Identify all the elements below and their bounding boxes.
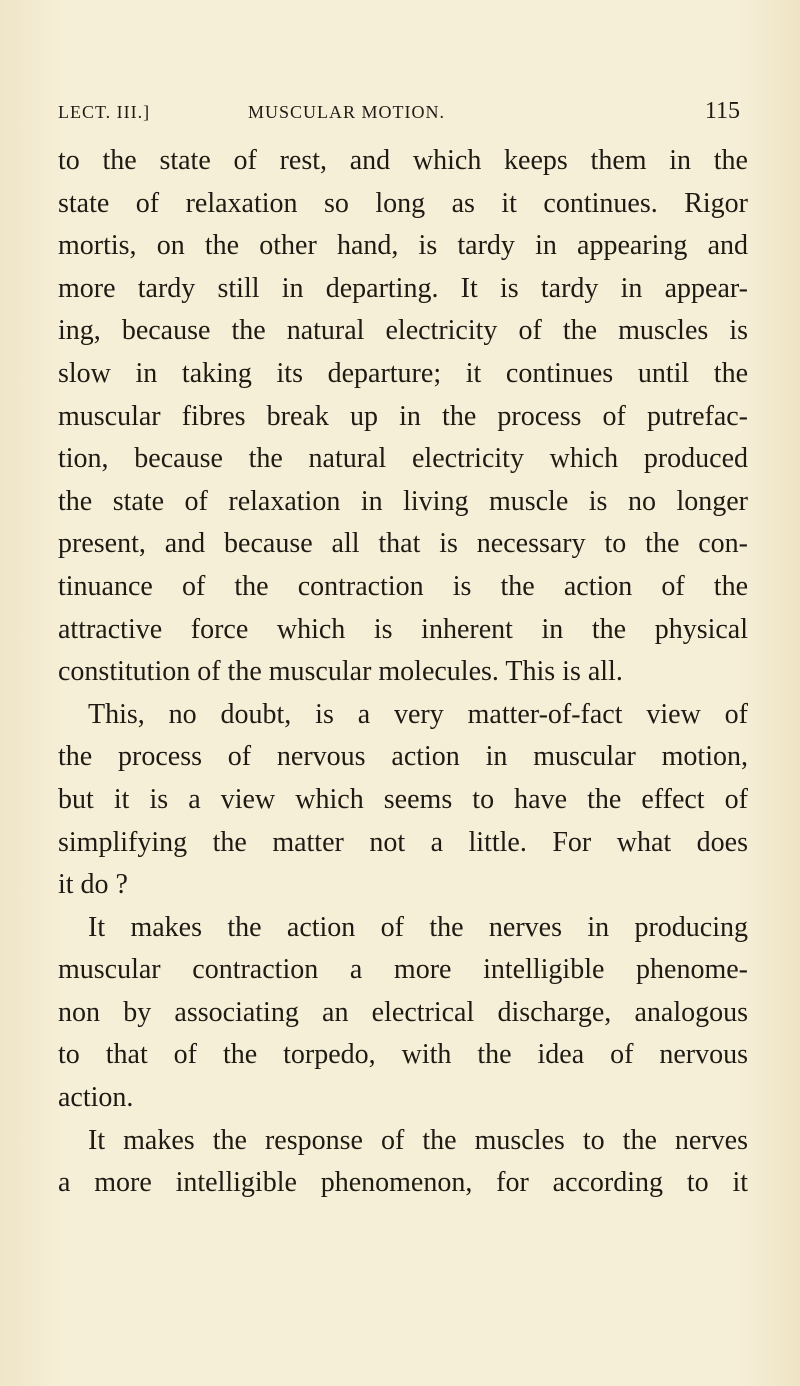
- page-number: 115: [704, 98, 740, 124]
- text-line: to that of the torpedo, with the idea of nervous: [58, 1039, 748, 1071]
- lecture-reference: LECT. III.]: [58, 102, 151, 122]
- running-head: [58, 98, 740, 132]
- text-line: slow in taking its departure; it continues until the: [58, 357, 748, 389]
- text-line: to the state of rest, and which keeps them in the: [58, 145, 748, 176]
- text-line: action.: [58, 1082, 134, 1114]
- body-text: [58, 140, 748, 1205]
- text-line: simplifying the matter not a little. For what does: [58, 826, 748, 858]
- chapter-title: MUSCULAR MOTION.: [248, 102, 446, 122]
- text-line: the process of nervous action in muscular motion,: [58, 741, 748, 773]
- text-line: it do ?: [58, 869, 128, 901]
- text-line: muscular fibres break up in the process of putrefac-: [58, 400, 748, 432]
- text-line: state of relaxation so long as it continues. Rigor: [58, 187, 748, 219]
- text-line: mortis, on the other hand, is tardy in appearing and: [58, 230, 748, 262]
- text-line: more tardy still in departing. It is tardy in appear-: [58, 272, 748, 304]
- text-line: muscular contraction a more intelligible phenome-: [58, 954, 748, 986]
- text-line: non by associating an electrical discharge, analogous: [58, 996, 748, 1028]
- text-line: the state of relaxation in living muscle is no longer: [58, 485, 748, 517]
- text-line: It makes the action of the nerves in producing: [88, 911, 748, 943]
- text-line: This, no doubt, is a very matter-of-fact view of: [88, 698, 748, 730]
- text-line: ing, because the natural electricity of the muscles is: [58, 315, 748, 347]
- text-line: constitution of the muscular molecules. This is all.: [58, 656, 623, 688]
- text-line: attractive force which is inherent in the physical: [58, 613, 748, 645]
- text-line: It makes the response of the muscles to the nerves: [88, 1124, 748, 1156]
- text-line: tinuance of the contraction is the action of the: [58, 570, 748, 602]
- text-line: tion, because the natural electricity which produced: [58, 443, 748, 475]
- text-line: but it is a view which seems to have the effect of: [58, 783, 748, 815]
- text-line: a more intelligible phenomenon, for according to it: [58, 1167, 748, 1199]
- text-line: present, and because all that is necessary to the con-: [58, 528, 748, 560]
